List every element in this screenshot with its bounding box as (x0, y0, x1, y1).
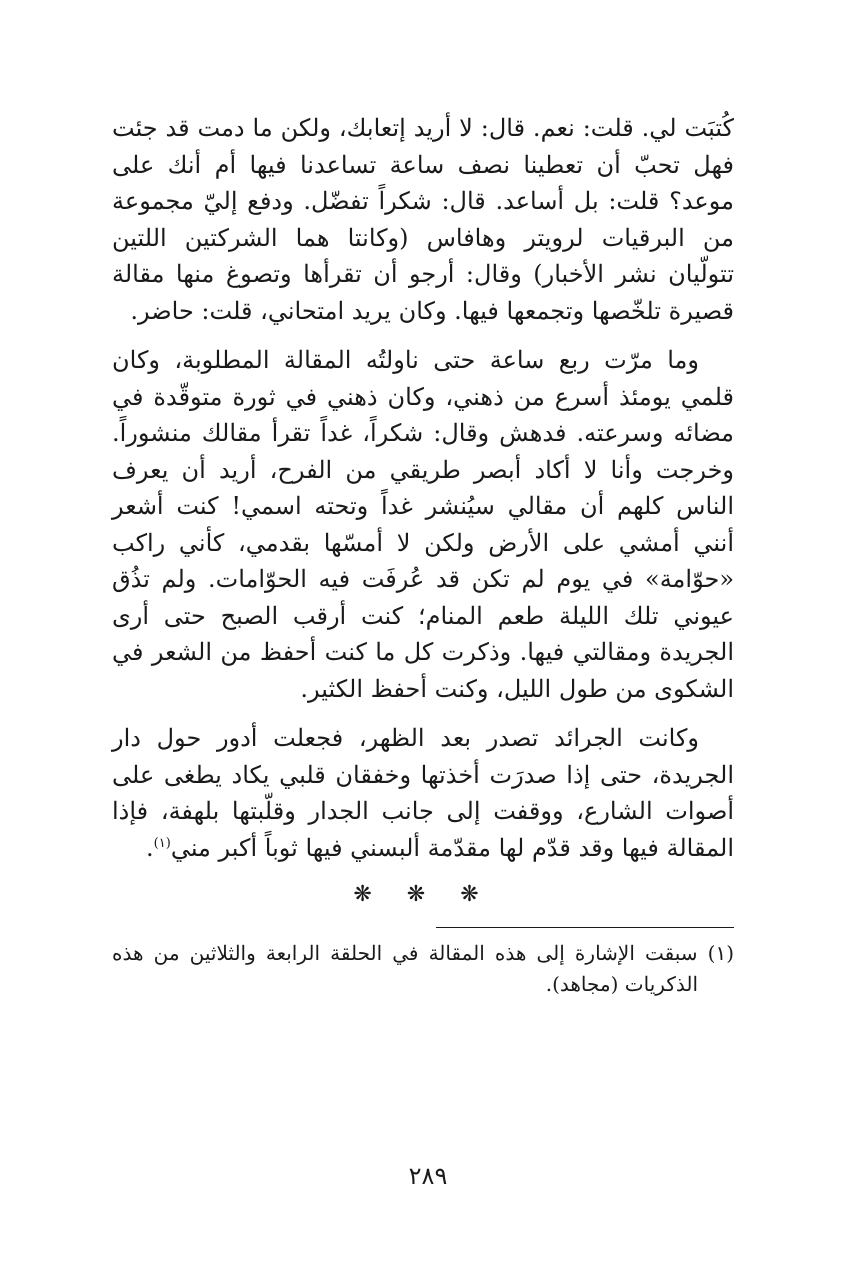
page-number: ٢٨٩ (408, 1162, 448, 1190)
paragraph-2: وما مرّت ربع ساعة حتى ناولتُه المقالة المطلوبة، وكان قلمي يومئذ أسرع من ذهني، وكان ذهني في ثورة متوقّدة في مضائه وسرعته. فدهش وقال: شكراً، غداً تقرأ مقالك منشوراً. وخرجت وأنا لا أكاد أبصر طريقي من الفرح، أريد أن يعرف الناس كلهم أن مقالي سيُنشر غداً وتحته اسمي! كنت أشعر أنني أمشي على الأرض ولكن لا أمسّها بقدمي، كأني راكب «حوّامة» في يوم لم تكن قد عُرفَت فيه الحوّامات. ولم تذُق عيوني تلك الليلة طعم المنام؛ كنت أرقب الصبح حتى أرى الجريدة ومقالتي فيها. وذكرت كل ما كنت أحفظ من الشعر في الشكوى من طول الليل، وكنت أحفظ الكثير. (112, 346, 734, 703)
footnote-divider (436, 927, 734, 928)
footnote-reference[interactable]: (١) (153, 835, 171, 851)
paragraph-1: كُتبَت لي. قلت: نعم. قال: لا أريد إتعابك، ولكن ما دمت قد جئت فهل تحبّ أن تعطينا نصف ساعة تساعدنا فيها أم أنك على موعد؟ قلت: بل أساعد. قال: شكراً تفضّل. ودفع إليّ مجموعة من البرقيات لرويتر وهافاس (وكانتا هما الشركتين اللتين تتولّيان نشر الأخبار) وقال: أرجو أن تقرأها وتصوغ منها مقالة قصيرة تلخّصها وتجمعها فيها. وكان يريد امتحاني، قلت: حاضر. (112, 114, 734, 325)
paragraph-3-end: . (146, 833, 154, 862)
paragraph-3 (112, 720, 734, 866)
page-body (112, 110, 734, 1020)
footnote: (١) سبقت الإشارة إلى هذه المقالة في الحلقة الرابعة والثلاثين من هذه الذكريات (مجاهد). (112, 941, 734, 996)
section-separator: ❋ ❋ ❋ (353, 882, 493, 907)
paragraph-3-text: وكانت الجرائد تصدر بعد الظهر، فجعلت أدور حول دار الجريدة، حتى إذا صدرَت أخذتها وخفقان قلبي يكاد يطغى على أصوات الشارع، ووقفت إلى جانب الجدار وقلّبتها بلهفة، فإذا المقالة فيها وقد قدّم لها مقدّمة ألبسني فيها ثوباً أكبر مني (112, 724, 734, 862)
